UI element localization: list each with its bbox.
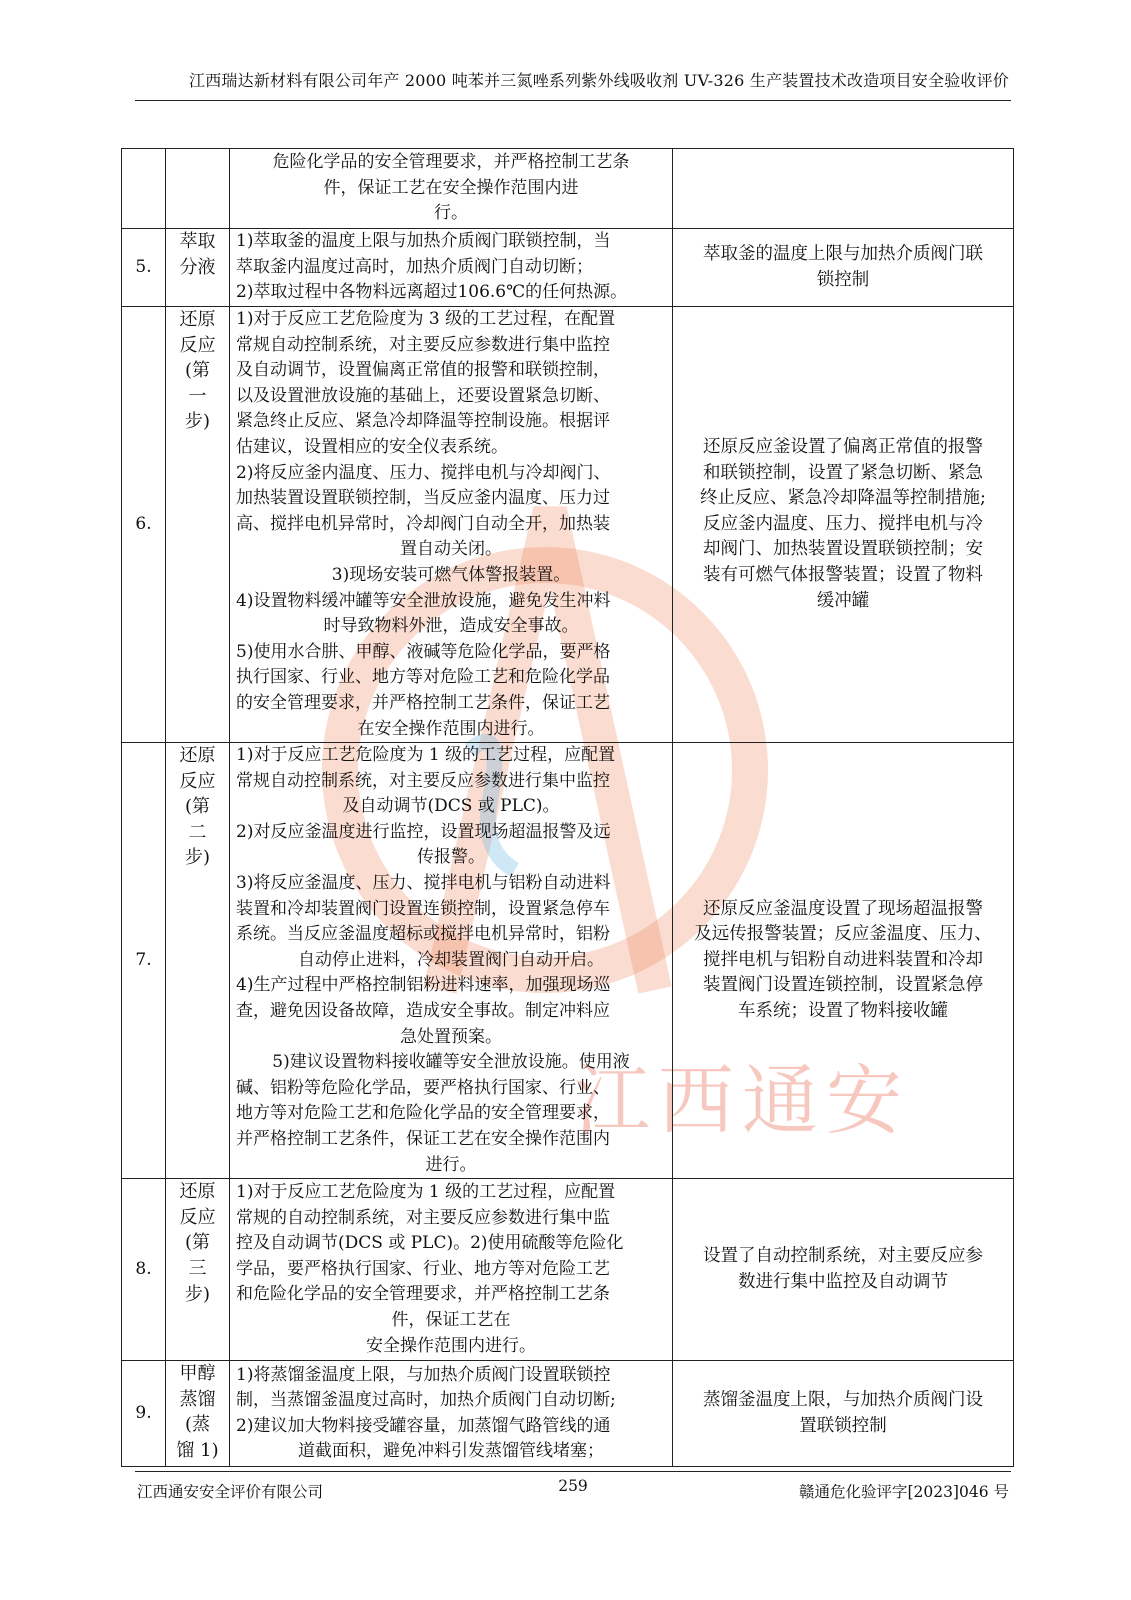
requirement-line: 查，避免因设备故障，造成安全事故。制定冲料应	[236, 1001, 610, 1022]
status-line: 萃取釜的温度上限与加热介质阀门联	[703, 243, 983, 264]
safety-requirement	[230, 1179, 673, 1361]
watermark-text: 江西通安	[574, 1056, 910, 1145]
process-step-line: 一	[188, 385, 207, 407]
implementation-status	[673, 149, 1014, 229]
row-number: 6.	[122, 307, 166, 743]
process-step-line: 反应	[179, 770, 216, 792]
safety-requirement	[230, 1361, 673, 1467]
requirement-line: 紧急终止反应、紧急冷却降温等控制设施。根据评	[236, 411, 610, 432]
implementation-status	[673, 1361, 1014, 1467]
requirement-line: 装置和冷却装置阀门设置连锁控制，设置紧急停车	[236, 898, 610, 919]
requirement-line: 1)萃取釜的温度上限与加热介质阀门联锁控制，当	[236, 231, 611, 252]
status-line: 装有可燃气体报警装置；设置了物料	[703, 564, 983, 585]
process-step-line: 三	[188, 1257, 207, 1279]
implementation-status	[673, 743, 1014, 1179]
process-step	[166, 149, 230, 229]
requirement-line: 件，保证工艺在	[391, 1310, 511, 1331]
requirement-line: 2)对反应釜温度进行监控，设置现场超温报警及远	[236, 821, 611, 842]
table-row	[122, 743, 1014, 1179]
requirement-line: 碱、铝粉等危险化学品，要严格执行国家、行业、	[236, 1077, 610, 1098]
status-line: 还原反应釜设置了偏离正常值的报警	[703, 436, 983, 457]
process-step-line: 还原	[179, 1181, 216, 1203]
process-step-line: 步)	[184, 411, 211, 433]
safety-requirement	[230, 149, 673, 229]
status-line: 蒸馏釜温度上限，与加热介质阀门设	[703, 1390, 983, 1411]
status-line: 搅拌电机与铝粉自动进料装置和冷却	[703, 949, 983, 970]
row-number: 9.	[122, 1361, 166, 1467]
requirement-line: 控及自动调节(DCS 或 PLC)。2)使用硫酸等危险化	[236, 1233, 624, 1254]
requirement-line: 学品，要严格执行国家、行业、地方等对危险工艺	[236, 1258, 610, 1279]
requirement-line: 常规自动控制系统，对主要反应参数进行集中监控	[236, 770, 610, 791]
requirement-line: 及自动调节(DCS 或 PLC)。	[342, 796, 560, 817]
status-line: 置联锁控制	[799, 1415, 887, 1436]
status-line: 及远传报警装置；反应釜温度、压力、	[694, 924, 992, 945]
requirement-line: 危险化学品的安全管理要求，并严格控制工艺条	[272, 152, 630, 173]
row-number: 8.	[122, 1179, 166, 1361]
requirement-line: 地方等对危险工艺和危险化学品的安全管理要求，	[236, 1103, 610, 1124]
page-header	[135, 64, 1011, 101]
process-step-line: 还原	[179, 309, 216, 330]
status-line: 反应釜内温度、压力、搅拌电机与冷	[703, 513, 983, 534]
requirement-line: 件，保证工艺在安全操作范围内进	[323, 177, 579, 198]
requirement-line: 安全操作范围内进行。	[366, 1335, 536, 1356]
page-number: 259	[558, 1477, 588, 1495]
requirement-line: 以及设置泄放设施的基础上，还要设置紧急切断、	[236, 385, 610, 406]
process-step-line: 馏 1)	[176, 1439, 219, 1461]
process-step-line: 反应	[179, 334, 216, 356]
status-line: 还原反应釜温度设置了现场超温报警	[703, 898, 983, 919]
process-step-line: 反应	[179, 1206, 216, 1228]
requirement-line: 萃取釜内温度过高时，加热介质阀门自动切断；	[236, 256, 593, 277]
requirement-line: 5)建议设置物料接收罐等安全泄放设施。使用液	[272, 1052, 630, 1073]
requirement-line: 置自动关闭。	[400, 539, 502, 560]
implementation-status	[673, 307, 1014, 743]
requirement-line: 在安全操作范围内进行。	[357, 718, 545, 739]
process-step-line: 步)	[184, 1283, 211, 1305]
implementation-status	[673, 229, 1014, 307]
requirement-line: 的安全管理要求，并严格控制工艺条件，保证工艺	[236, 692, 610, 713]
safety-requirement	[230, 307, 673, 743]
status-line: 车系统；设置了物料接收罐	[738, 1001, 948, 1022]
requirement-line: 2)建议加大物料接受罐容量，加蒸馏气路管线的通	[236, 1415, 611, 1436]
status-line: 终止反应、紧急冷却降温等控制措施;	[700, 488, 986, 509]
status-line: 却阀门、加热装置设置联锁控制；安	[703, 539, 983, 560]
safety-measures-table	[121, 148, 1014, 1467]
requirement-line: 2)将反应釜内温度、压力、搅拌电机与冷却阀门、	[236, 462, 611, 483]
status-line: 设置了自动控制系统，对主要反应参	[703, 1246, 983, 1267]
requirement-line: 急处置预案。	[400, 1026, 502, 1047]
requirement-line: 1)对于反应工艺危险度为 3 级的工艺过程，在配置	[236, 309, 616, 329]
requirement-line: 常规自动控制系统，对主要反应参数进行集中监控	[236, 334, 610, 355]
process-step	[166, 229, 230, 307]
process-step	[166, 307, 230, 743]
requirement-line: 1)将蒸馏釜温度上限，与加热介质阀门设置联锁控	[236, 1364, 611, 1385]
requirement-line: 估建议，设置相应的安全仪表系统。	[236, 436, 508, 457]
status-line: 缓冲罐	[816, 590, 870, 611]
process-step-line: 蒸馏	[179, 1388, 216, 1410]
table-row	[122, 229, 1014, 307]
requirement-line: 加热装置设置联锁控制，当反应釜内温度、压力过	[236, 488, 610, 509]
table-row	[122, 1361, 1014, 1467]
process-step	[166, 1179, 230, 1361]
safety-requirement	[230, 743, 673, 1179]
requirement-line: 2)萃取过程中各物料远离超过106.6℃的任何热源。	[236, 282, 628, 303]
requirement-line: 和危险化学品的安全管理要求，并严格控制工艺条	[236, 1284, 610, 1305]
header-title: 江西瑞达新材料有限公司年产 2000 吨苯并三氮唑系列紫外线吸收剂 UV-326 生产装置技术改造项目安全验收评价	[189, 71, 1009, 90]
table-row	[122, 307, 1014, 743]
process-step-line: 还原	[179, 745, 216, 767]
requirement-line: 3)现场安装可燃气体警报装置。	[331, 564, 571, 585]
process-step-line: (蒸	[184, 1414, 211, 1436]
requirement-line: 1)对于反应工艺危险度为 1 级的工艺过程，应配置	[236, 1182, 616, 1203]
requirement-line: 进行。	[425, 1154, 477, 1175]
requirement-line: 时导致物料外泄，造成安全事故。	[323, 616, 579, 637]
requirement-line: 行。	[434, 203, 468, 224]
process-step	[166, 1361, 230, 1467]
requirement-line: 自动停止进料，冷却装置阀门自动开启。	[298, 949, 604, 970]
status-line: 锁控制	[816, 269, 870, 290]
requirement-line: 制，当蒸馏釜温度过高时，加热介质阀门自动切断;	[236, 1390, 616, 1411]
row-number: 5.	[122, 229, 166, 307]
status-line: 和联锁控制，设置了紧急切断、紧急	[703, 462, 983, 483]
process-step-line: 分液	[179, 256, 216, 278]
requirement-line: 传报警。	[417, 847, 485, 868]
row-number: 7.	[122, 743, 166, 1179]
process-step-line: (第	[184, 796, 211, 818]
requirement-line: 5)使用水合肼、甲醇、液碱等危险化学品，要严格	[236, 641, 611, 662]
row-number	[122, 149, 166, 229]
page-footer	[135, 1471, 1011, 1502]
status-line: 数进行集中监控及自动调节	[738, 1271, 948, 1292]
footer-company: 江西通安安全评价有限公司	[137, 1483, 324, 1501]
requirement-line: 及自动调节，设置偏离正常值的报警和联锁控制，	[236, 360, 610, 381]
table-body	[122, 149, 1014, 1467]
process-step-line: 萃取	[179, 231, 216, 252]
implementation-status	[673, 1179, 1014, 1361]
footer-doc-number: 赣通危化验评字[2023]046 号	[798, 1483, 1009, 1501]
requirement-line: 道截面积，避免冲料引发蒸馏管线堵塞；	[298, 1441, 604, 1462]
process-step-line: 二	[188, 821, 207, 843]
process-step-line: 甲醇	[179, 1363, 216, 1385]
process-step-line: (第	[184, 360, 211, 382]
table-row	[122, 1179, 1014, 1361]
requirement-line: 常规的自动控制系统，对主要反应参数进行集中监	[236, 1207, 610, 1228]
status-line: 装置阀门设置连锁控制，设置紧急停	[703, 975, 983, 996]
table-row	[122, 149, 1014, 229]
requirement-line: 并严格控制工艺条件，保证工艺在安全操作范围内	[236, 1129, 610, 1149]
requirement-line: 1)对于反应工艺危险度为 1 级的工艺过程，应配置	[236, 745, 616, 766]
requirement-line: 高、搅拌电机异常时，冷却阀门自动全开，加热装	[236, 513, 610, 534]
process-step-line: 步)	[184, 847, 211, 869]
requirement-line: 执行国家、行业、地方等对危险工艺和危险化学品	[236, 667, 610, 688]
requirement-line: 4)设置物料缓冲罐等安全泄放设施，避免发生冲料	[236, 590, 611, 611]
requirement-line: 3)将反应釜温度、压力、搅拌电机与铝粉自动进料	[236, 873, 611, 894]
process-step	[166, 743, 230, 1179]
requirement-line: 系统。当反应釜温度超标或搅拌电机异常时，铝粉	[236, 924, 610, 945]
safety-requirement	[230, 229, 673, 307]
requirement-line: 4)生产过程中严格控制铝粉进料速率，加强现场巡	[236, 975, 611, 996]
process-step-line: (第	[184, 1232, 211, 1254]
